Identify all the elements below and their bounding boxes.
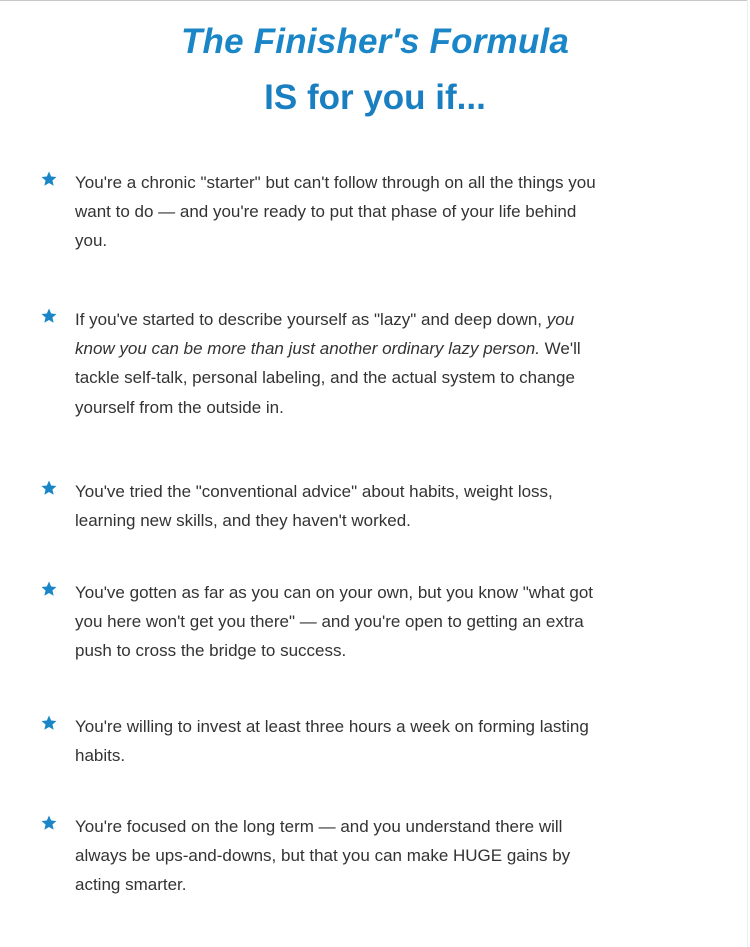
list-item-emphasis: you know you can be more than just another ordinary lazy person.	[75, 310, 575, 359]
star-icon	[40, 479, 58, 497]
page-subtitle: IS for you if...	[264, 78, 486, 117]
list-item-text-start: If you've started to describe yourself as "lazy" and deep down,	[75, 310, 547, 329]
list-item-text	[75, 305, 600, 422]
list-item-text: You're focused on the long term — and you understand there will always be ups-and-downs, but that you can make HUGE gains by acting smarter.	[75, 817, 571, 895]
right-border	[747, 0, 748, 947]
star-icon	[40, 170, 58, 188]
star-icon	[40, 307, 58, 325]
star-icon	[40, 714, 58, 732]
list-item-text: You've tried the "conventional advice" about habits, weight loss, learning new skills, and they haven't worked.	[75, 482, 553, 531]
top-border	[0, 0, 748, 1]
list-item-text-end: We'll tackle self-talk, personal labeling, and the actual system to change yourself from the outside in.	[75, 339, 581, 417]
list-item-text: You're a chronic "starter" but can't follow through on all the things you want to do — and you're ready to put that phase of your life behind you.	[75, 173, 596, 251]
page-title: The Finisher's Formula	[180, 22, 570, 61]
list-item-text: You've gotten as far as you can on your own, but you know "what got you here won't get you there" — and you're open to getting an extra push to cross the bridge to success.	[75, 583, 594, 661]
star-icon	[40, 814, 58, 832]
star-icon	[40, 580, 58, 598]
list-item-text: You're willing to invest at least three hours a week on forming lasting habits.	[75, 717, 589, 766]
